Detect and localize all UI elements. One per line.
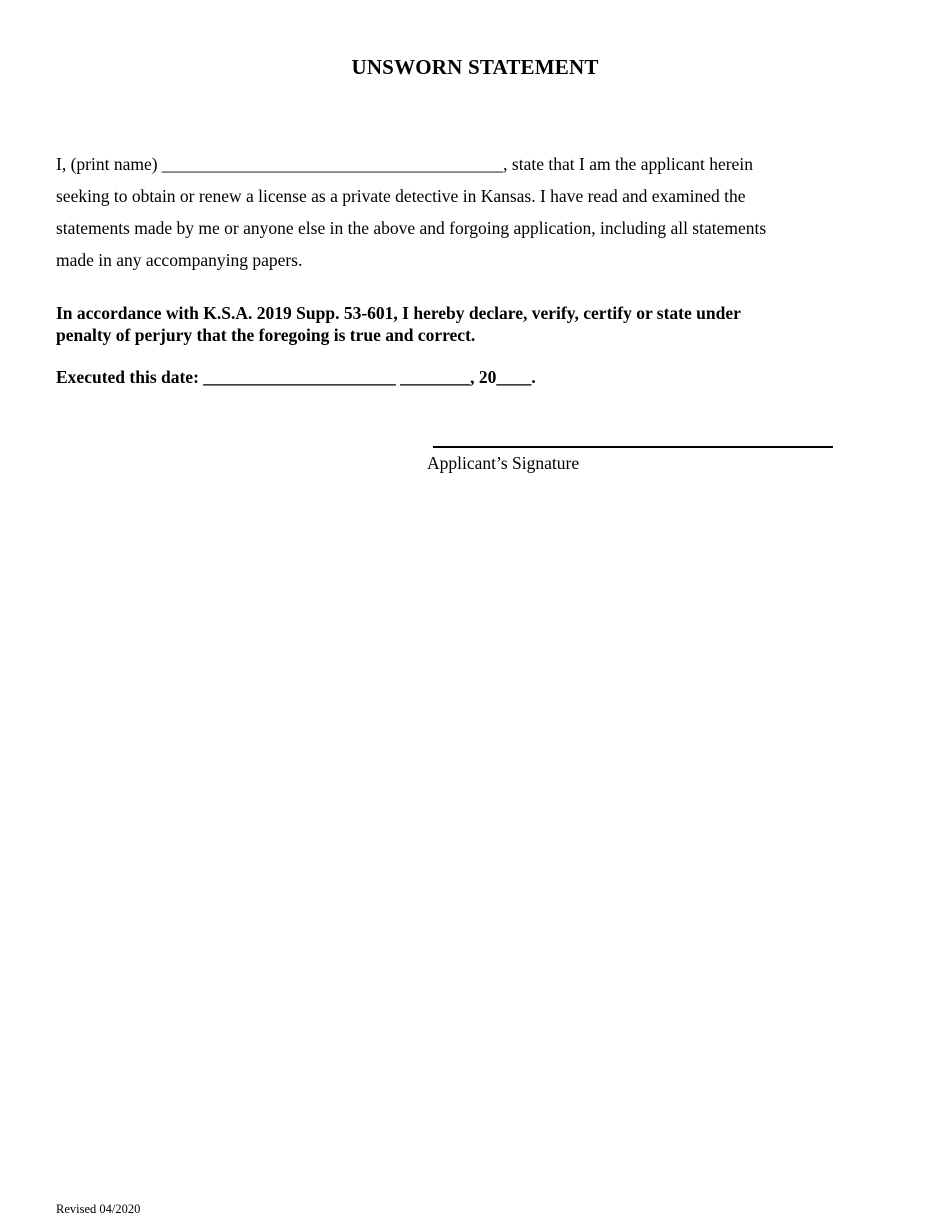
statement-line: statements made by me or anyone else in the above and forgoing application, including all statements [56,218,767,238]
revision-footer: Revised 04/2020 [56,1202,141,1216]
signature-label: Applicant’s Signature [427,453,580,473]
declaration-paragraph [56,302,836,346]
statement-line: I, (print name) _______________________________________, state that I am the applicant herein [56,154,753,174]
executed-date-line: Executed this date: ______________________ ________, 20____. [56,367,536,387]
statement-line: seeking to obtain or renew a license as a private detective in Kansas. I have read and examined the [56,186,746,206]
declaration-line: In accordance with K.S.A. 2019 Supp. 53-601, I hereby declare, verify, certify or state under [56,303,741,323]
statement-line: made in any accompanying papers. [56,250,303,270]
declaration-line: penalty of perjury that the foregoing is true and correct. [56,325,476,345]
signature-line [433,446,833,448]
page-title: UNSWORN STATEMENT [351,55,599,79]
statement-paragraph [56,148,836,276]
